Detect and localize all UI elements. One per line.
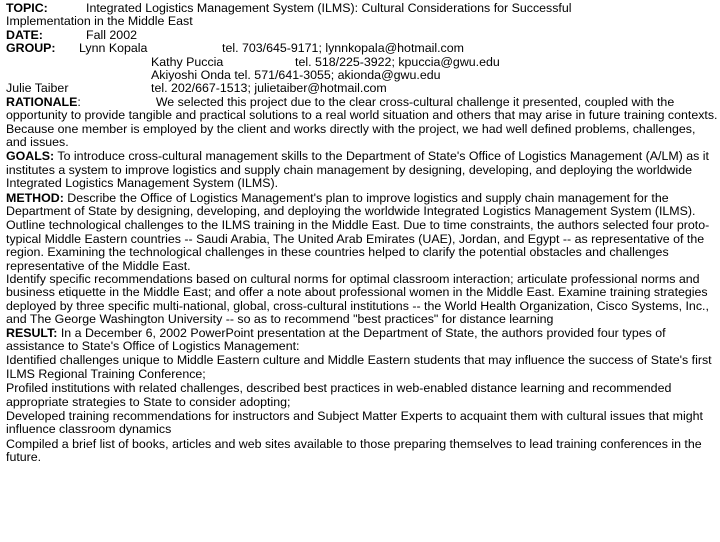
- group-line-3: [6, 69, 718, 82]
- member-name: Julie Taiber: [6, 81, 69, 96]
- rationale-section: [6, 96, 718, 150]
- group-label: GROUP:: [6, 41, 56, 56]
- rationale-colon: :: [77, 94, 81, 109]
- goals-section: [6, 150, 718, 190]
- result-item: Compiled a brief list of books, articles and web sites available to those preparing themselves to lead training conferences in the future.: [6, 436, 702, 465]
- method-paragraph: Outline technological challenges to the ILMS training in the Middle East. Due to time constraints, the authors selected four proto-typical Middle Eastern countries -- Saudi Arabia, The United Arab Emirates (UAE), Jordan, and Egypt -- as representative of the region. Examining the technological challenges in these countries helped to clarify the potential obstacles and challenges representative of the Middle East.: [6, 218, 710, 273]
- result-item: Identified challenges unique to Middle Eastern culture and Middle Eastern students that may influence the success of State's first ILMS Regional Training Conference;: [6, 353, 712, 381]
- date-line: [6, 29, 718, 42]
- result-section: [6, 327, 718, 354]
- member-line: Akiyoshi Onda tel. 571/641-3055; akionda@gwu.edu: [151, 67, 441, 82]
- group-line-4: [6, 82, 718, 95]
- goals-label: GOALS:: [6, 149, 55, 164]
- member-name: Kathy Puccia: [151, 54, 224, 69]
- result-text: In a December 6, 2002 PowerPoint presentation at the Department of State, the authors provided four types of assistance to State's Office of Logistics Management:: [6, 325, 666, 354]
- rationale-label: RATIONALE: [6, 94, 78, 109]
- rationale-text: We selected this project due to the clear cross-cultural challenge it presented, coupled with the opportunity to provide tangible and practical solutions to a real world situation and others that may arise in future training contexts. Because one member is employed by the client and works directly with the project, we had well defined problems, challenges, and issues.: [6, 94, 718, 149]
- member-contact: tel. 703/645-9171; lynnkopala@hotmail.com: [222, 41, 464, 56]
- topic-text: Integrated Logistics Management System (ILMS): Cultural Considerations for Successful: [86, 1, 572, 15]
- date-label: DATE:: [6, 27, 43, 42]
- topic-line-2: [6, 15, 718, 28]
- member-contact: tel. 518/225-3922; kpuccia@gwu.edu: [295, 54, 500, 69]
- group-line-2: [6, 56, 718, 69]
- result-label: RESULT:: [6, 325, 58, 340]
- result-item: Profiled institutions with related challenges, described best practices in web-enabled distance learning and recommended appropriate strategies to State to consider adopting;: [6, 381, 672, 409]
- method-paragraph: Identify specific recommendations based on cultural norms for optimal classroom interaction; articulate professional norms and business etiquette in the Middle East; and offer a note about professional women in the Middle East. Examine training strategies deployed by three specific multi-national, global, cross-cultural institutions -- the World Health Organization, Cisco Systems, Inc., and The George Washington University -- so as to recommend "best practices" for distance learning: [6, 272, 709, 327]
- topic-line: [6, 2, 718, 15]
- member-name: Lynn Kopala: [79, 41, 148, 56]
- date-value: Fall 2002: [86, 27, 137, 42]
- method-section: [6, 192, 718, 219]
- method-label: METHOD:: [6, 190, 64, 205]
- result-item: Developed training recommendations for instructors and Subject Matter Experts to acquaint them with cultural issues that might influence classroom dynamics: [6, 409, 703, 437]
- member-contact: tel. 202/667-1513; julietaiber@hotmail.com: [151, 81, 387, 96]
- topic-label: TOPIC:: [6, 1, 48, 15]
- group-line-1: [6, 42, 718, 55]
- topic-text-2: Implementation in the Middle East: [6, 14, 193, 29]
- method-text: Describe the Office of Logistics Management's plan to improve logistics and supply chain management for the Department of State by designing, developing, and deploying the worldwide Integrated Logistics Management System (ILMS).: [6, 190, 696, 218]
- goals-text: To introduce cross-cultural management skills to the Department of State's Office of Logistics Management (A/LM) as it institutes a system to improve logistics and supply chain management by designing, developing, and deploying the worldwide Integrated Logistics Management System (ILMS).: [6, 149, 709, 191]
